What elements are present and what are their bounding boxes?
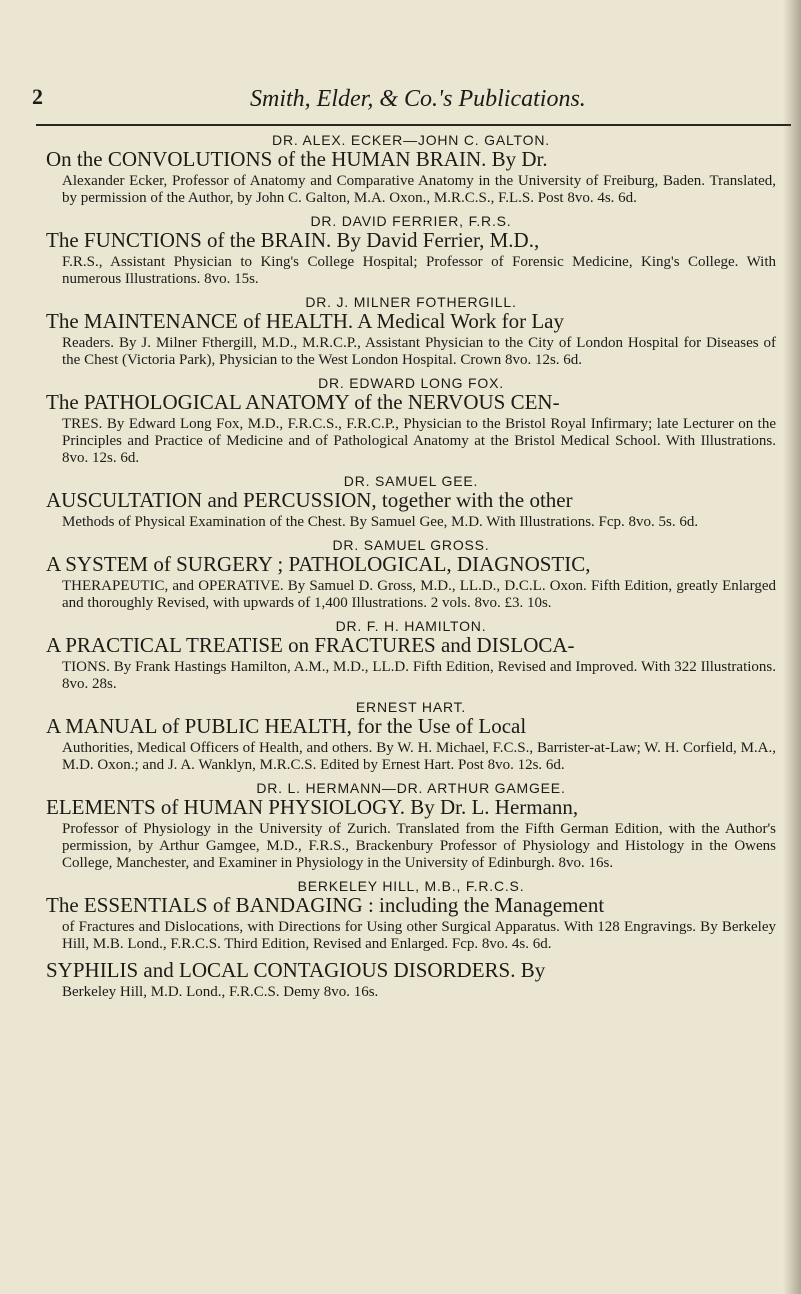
publication-entry <box>46 375 776 467</box>
publication-entry <box>46 618 776 693</box>
entry-description: Methods of Physical Examination of the Chest. By Samuel Gee, M.D. With Illustrations. Fcp. 8vo. 5s. 6d. <box>62 514 699 530</box>
entry-title: AUSCULTATION and PERCUSSION, together with the other <box>46 488 573 512</box>
entry-description: Authorities, Medical Officers of Health, and others. By W. H. Michael, F.C.S., Barrister-at-Law; W. H. Corfield, M.A., M.D. Oxon.; and J. A. Wanklyn, M.R.C.S. Edited by Ernest Hart. Post 8vo. 12s. 6d. <box>62 740 776 773</box>
entry-author: DR. EDWARD LONG FOX. <box>318 375 504 391</box>
publication-entry <box>46 294 776 369</box>
entry-description: Professor of Physiology in the University of Zurich. Translated from the Fifth German Edition, with the Author's permission, by Arthur Gamgee, M.D., F.R.S., Brackenbury Professor of Physiology and Histology in the Owens College, Manchester, and Examiner in Physiology in the University of Edinburgh. 8vo. 16s. <box>62 821 776 871</box>
publication-entry <box>46 959 776 1001</box>
entry-description: of Fractures and Dislocations, with Directions for Using other Surgical Apparatus. With 128 Engravings. By Berkeley Hill, M.B. Lond., F.R.C.S. Third Edition, Revised and Enlarged. Fcp. 8vo. 4s. 6d. <box>62 919 776 952</box>
publication-entry <box>46 132 776 207</box>
entry-author: BERKELEY HILL, M.B., F.R.C.S. <box>297 878 525 894</box>
publication-entry <box>46 473 776 531</box>
publication-entry <box>46 699 776 774</box>
entry-description: Berkeley Hill, M.D. Lond., F.R.C.S. Demy 8vo. 16s. <box>62 984 379 1000</box>
publication-entry <box>46 780 776 872</box>
entry-author: DR. ALEX. ECKER—JOHN C. GALTON. <box>272 132 550 148</box>
entry-author: DR. SAMUEL GROSS. <box>332 537 490 553</box>
entry-title: On the CONVOLUTIONS of the HUMAN BRAIN. By Dr. <box>46 147 548 171</box>
entry-author: DR. L. HERMANN—DR. ARTHUR GAMGEE. <box>256 780 566 796</box>
entry-description: Readers. By J. Milner Fthergill, M.D., M.R.C.P., Assistant Physician to the City of London Hospital for Diseases of the Chest (Victoria Park), Physician to the West London Hospital. Crown 8vo. 12s. 6d. <box>62 335 776 368</box>
entry-title: ELEMENTS of HUMAN PHYSIOLOGY. By Dr. L. Hermann, <box>46 795 579 819</box>
entry-title: The ESSENTIALS of BANDAGING : including the Management <box>46 893 605 917</box>
publication-entry <box>46 537 776 612</box>
entry-title: SYPHILIS and LOCAL CONTAGIOUS DISORDERS. By <box>46 958 546 982</box>
entry-title: A PRACTICAL TREATISE on FRACTURES and DISLOCA- <box>46 633 575 657</box>
entry-description: TRES. By Edward Long Fox, M.D., F.R.C.S., F.R.C.P., Physician to the Bristol Royal Infirmary; late Lecturer on the Principles and Practice of Medicine and of Pathological Anatomy at the Bristol Medical School. With Illustrations. 8vo. 12s. 6d. <box>62 416 776 466</box>
entry-description: Alexander Ecker, Professor of Anatomy and Comparative Anatomy in the University of Freiburg, Baden. Translated, by permission of the Author, by John C. Galton, M.A. Oxon., M.R.C.S., F.L.S. Post 8vo. 4s. 6d. <box>62 173 776 206</box>
publication-list <box>46 132 776 1007</box>
page-edge-shadow <box>783 0 801 1294</box>
entry-description: F.R.S., Assistant Physician to King's College Hospital; Professor of Forensic Medicine, King's College. With numerous Illustrations. 8vo. 15s. <box>62 254 776 287</box>
entry-description: TIONS. By Frank Hastings Hamilton, A.M., M.D., LL.D. Fifth Edition, Revised and Improved. With 322 Illustrations. 8vo. 28s. <box>62 659 776 692</box>
entry-title: A MANUAL of PUBLIC HEALTH, for the Use of Local <box>46 714 527 738</box>
entry-title: The MAINTENANCE of HEALTH. A Medical Work for Lay <box>46 309 564 333</box>
entry-author: DR. SAMUEL GEE. <box>343 473 479 489</box>
entry-author: ERNEST HART. <box>355 699 467 715</box>
entry-title: A SYSTEM of SURGERY ; PATHOLOGICAL, DIAGNOSTIC, <box>46 552 591 576</box>
entry-description: THERAPEUTIC, and OPERATIVE. By Samuel D. Gross, M.D., LL.D., D.C.L. Oxon. Fifth Edition, greatly Enlarged and thoroughly Revised, with upwards of 1,400 Illustrations. 2 vols. 8vo. £3. 10s. <box>62 578 776 611</box>
publication-entry <box>46 878 776 953</box>
header-rule <box>36 124 791 126</box>
publication-entry <box>46 213 776 288</box>
entry-author: DR. F. H. HAMILTON. <box>335 618 487 634</box>
page-number: 2 <box>32 84 43 109</box>
entry-author: DR. J. MILNER FOTHERGILL. <box>305 294 517 310</box>
entry-author: DR. DAVID FERRIER, F.R.S. <box>310 213 512 229</box>
entry-title: The PATHOLOGICAL ANATOMY of the NERVOUS CEN- <box>46 390 560 414</box>
entry-title: The FUNCTIONS of the BRAIN. By David Ferrier, M.D., <box>46 228 540 252</box>
running-head: Smith, Elder, & Co.'s Publications. <box>250 86 586 112</box>
